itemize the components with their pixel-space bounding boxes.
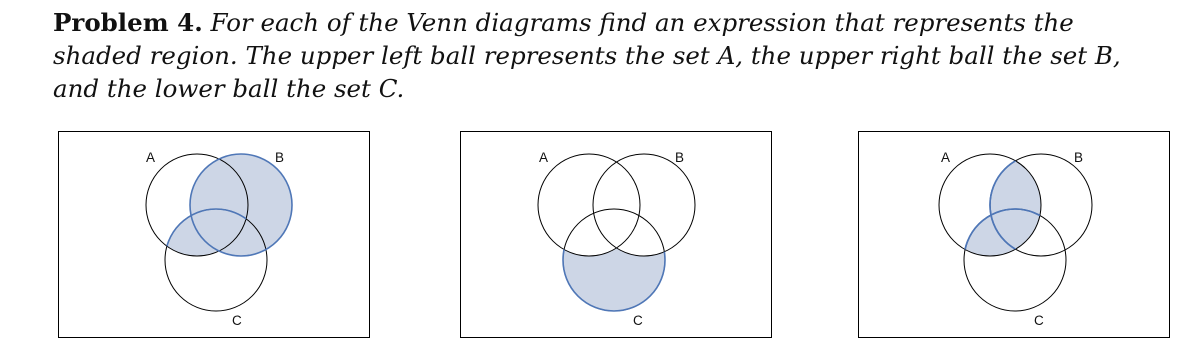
label-c: C — [1034, 313, 1044, 328]
venn-diagram-3 — [858, 131, 1170, 338]
venn-diagram-2 — [460, 131, 772, 338]
problem-label: Problem 4. — [53, 8, 203, 37]
problem-text: For each of the Venn diagrams find an expression that represents the shaded region. The upper left ball represents the set A, the upper right ball the set B, and the lower ball the set C. — [53, 8, 1121, 103]
label-c: C — [633, 313, 643, 328]
label-a: A — [539, 150, 549, 165]
label-a: A — [146, 150, 156, 165]
label-c: C — [232, 313, 242, 328]
venn-diagram-1 — [58, 131, 370, 338]
venn-svg-2 — [461, 132, 773, 339]
shaded-regions-in-a — [964, 154, 1092, 311]
venn-svg-1 — [59, 132, 371, 339]
label-b: B — [275, 150, 285, 165]
label-a: A — [941, 150, 951, 165]
label-b: B — [1074, 150, 1084, 165]
problem-statement — [53, 6, 1163, 105]
label-b: B — [675, 150, 685, 165]
venn-svg-3 — [859, 132, 1171, 339]
